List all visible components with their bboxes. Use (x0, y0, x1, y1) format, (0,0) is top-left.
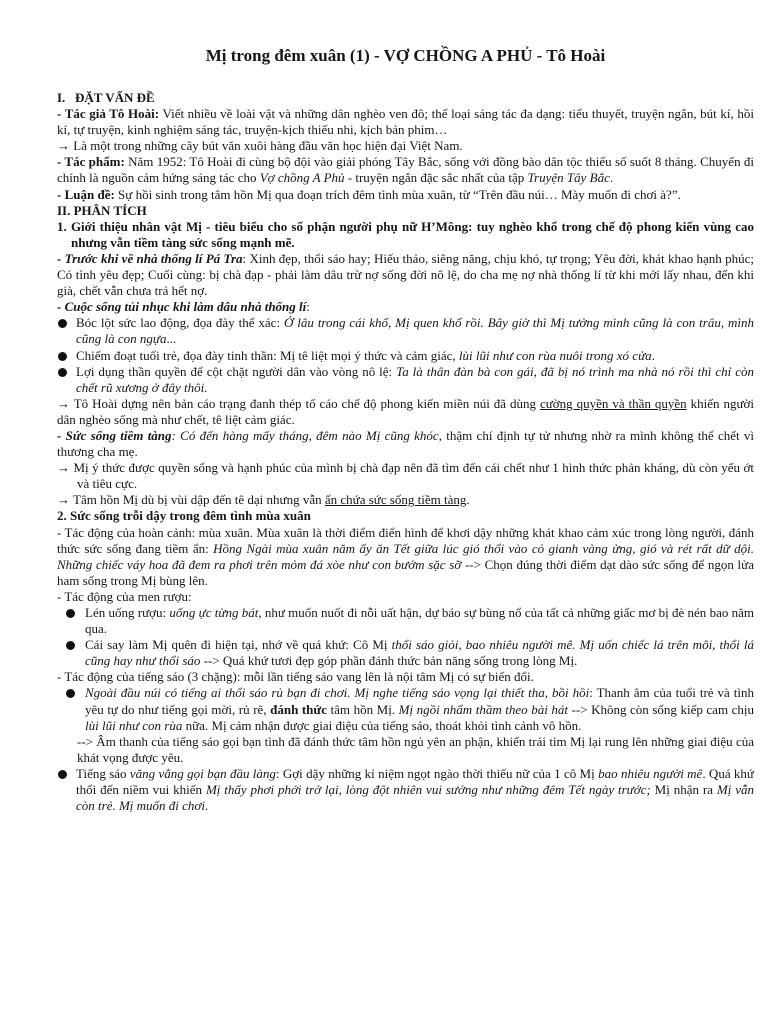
conclusion-1 (57, 396, 754, 428)
conclusion-1-text: → Tô Hoài dựng nên bản cáo trạng đanh thép tố cáo chế độ phong kiến miền núi đã dùng (57, 395, 540, 411)
f2-quote-4: Mị vẫn còn trẻ. Mị muốn đi chơi (76, 782, 754, 814)
before-text: : Xinh đẹp, thổi sáo hay; Hiếu thảo, siêng năng, chịu khó, tự trọng; Yêu đời, khát khao hạnh phúc; Có tình yêu đẹp; Cuối cùng: bị chà đạp - phải làm dâu trừ nợ sống đời nô lệ, do cha mẹ nợ nhà thống lí từ khi mới lấy nhau, đến khi già, chết vẫn chưa trả hết nợ. (57, 250, 754, 299)
document-title: Mị trong đêm xuân (1) - VỢ CHỒNG A PHỦ - Tô Hoài (205, 46, 606, 65)
season-text: - Tác động của hoàn cảnh: mùa xuân. Mùa xuân là thời điểm điển hình để khơi dậy những khát khao cảm xúc trong lòng người, đánh thức sức sống đang tiềm ẩn: (57, 524, 754, 556)
section1-heading (57, 90, 754, 106)
f1-text-3: --> Không còn sống kiếp cam chịu (568, 701, 755, 717)
season-conclusion: --> Chọn đúng thời điểm dạt dào sức sống để ngọn lửa ham sống trong Mị bùng lên. (57, 556, 754, 588)
work-label: - Tác phẩm: (57, 154, 125, 170)
f1-bold: đánh thức (270, 701, 327, 717)
f2-text-2: : Gợi dậy những kỉ niệm ngọt ngào thời thiếu nữ của 1 cô Mị (275, 765, 599, 781)
thesis-paragraph (57, 187, 754, 203)
w2-end: --> Quá khứ tươi đẹp góp phần đánh thức bản năng sống trong lòng Mị. (200, 653, 578, 669)
life-bullet-3 (57, 364, 754, 396)
season-quote: Hồng Ngài mùa xuân năm ấy ăn Tết giữa lúc gió thổi vào cỏ gianh vàng ửng, gió và rét rất dữ dội. Những chiếc váy hoa đã đem ra phơi trên mỏm đá xòe như con bướm sặc sỡ (57, 540, 754, 572)
flute-bullet-1 (57, 685, 754, 733)
season-paragraph (57, 525, 754, 589)
thesis-text: Sự hồi sinh trong tâm hồn Mị qua đoạn trích đêm tình mùa xuân, từ “Trên đầu núi… Mày muốn đi chơi à?”. (114, 186, 681, 202)
work-text-3: . (609, 170, 614, 186)
life-bullet-1 (57, 315, 754, 347)
f1-text-4: nữa. Mị cảm nhận được giai điệu của tiếng sáo, thoát khỏi tình cảnh vô hồn. (182, 717, 582, 733)
flute-heading: - Tác động của tiếng sáo (3 chặng): mỗi lần tiếng sáo vang lên là nội tâm Mị có sự biến đổi. (57, 669, 534, 685)
f2-quote-2: bao nhiêu người mê (598, 765, 703, 781)
section2-heading: II. PHÂN TÍCH (57, 202, 147, 218)
work-paragraph (57, 154, 754, 186)
before-paragraph (57, 251, 754, 299)
vitality-paragraph (57, 428, 754, 460)
b3-text: Lợi dụng thần quyền để cột chặt người dân vào vòng nô lệ: (76, 363, 397, 379)
b1-text: Bóc lột sức lao động, đọa đày thể xác: (76, 315, 284, 331)
flute-bullet-2 (57, 766, 754, 814)
subsection1-heading: 1. Giới thiệu nhân vật Mị - tiêu biểu cho số phận người phụ nữ H’Mông: tuy nghèo khổ trong chế độ phong kiến vùng cao nhưng vẫn tiềm tàng sức sống mạnh mẽ. (57, 218, 754, 250)
b2-quote: lùi lũi như con rùa nuôi trong xó cửa (458, 347, 652, 363)
w2-quote: thổi sáo giỏi, bao nhiêu người mê. Mị uốn chiếc lá trên môi, thổi lá cũng hay như thổi sáo (85, 637, 755, 669)
b2-text: Chiếm đoạt tuổi trẻ, đọa đày tinh thần: Mị tê liệt mọi ý thức và cảm giác, (76, 347, 459, 363)
work-title: Vợ chồng A Phủ (259, 170, 345, 186)
f1-quote-1: Ngoài đầu núi có tiếng ai thổi sáo rủ bạn đi chơi. Mị nghe tiếng sáo vọng lại thiết tha, bồi hồi (85, 685, 590, 701)
wine-bullet-1 (57, 605, 754, 637)
thesis-label: - Luận đề: (57, 186, 115, 202)
w1-text: Lén uống rượu: (85, 605, 170, 620)
life-heading-colon: : (306, 299, 310, 315)
life-heading (57, 299, 754, 315)
f2-quote-3: Mị thấy phơi phới trở lại, lòng đột nhiên vui sướng như những đêm Tết ngày trước; (205, 782, 651, 798)
conclusion-3-end: . (466, 492, 470, 508)
f1-quote-2: Mị ngồi nhẩm thầm theo bài hát (398, 701, 568, 717)
author-label: - Tác giả Tô Hoài: (57, 106, 160, 122)
work-text: Năm 1952: Tô Hoài đi cùng bộ đội vào giải phóng Tây Bắc, sống với đồng bào dân tộc thiểu số suốt 8 tháng. Chuyến đi chính là nguồn cảm hứng sáng tác cho (57, 154, 754, 186)
conclusion-1-underline: cường quyền và thần quyền (539, 395, 687, 411)
subsection2-heading: 2. Sức sống trỗi dậy trong đêm tình mùa xuân (57, 508, 311, 524)
conclusion-1-end: khiến người dân nghèo sống mà như chết, tê liệt cảm giác. (57, 395, 754, 427)
f2-text-3: . Quá khứ thổi đến niềm vui khiến (76, 765, 754, 798)
b1-end: ... (166, 331, 177, 347)
w1-end: , như muốn nuốt đi nỗi uất hận, dự báo sự bùng nổ của tất cả những giấc mơ bị đè nén bao năm qua. (85, 605, 754, 637)
author-paragraph (57, 106, 754, 138)
author-conclusion: → Là một trong những cây bút văn xuôi hàng đầu văn học hiện đại Việt Nam. (57, 138, 463, 154)
f1-text-1: : Thanh âm của tuổi trẻ và tình yêu tự do như tiếng gọi mời, rủ rê, (85, 685, 754, 717)
w2-text: Cái say làm Mị quên đi hiện tại, nhớ về quá khứ: Cô Mị (85, 637, 392, 653)
vitality-label: - Sức sống tiềm tàng (57, 427, 172, 443)
life-bullet-2 (57, 348, 754, 364)
f2-text-1: Tiếng sáo (76, 765, 130, 781)
author-text: Viết nhiều về loài vật và những dân nghèo ven đô; thể loại sáng tác đa dạng: tiểu thuyết, truyện ngắn, bút kí, hồi kí, tự truyện, kinh nghiệm sáng tác, truyện-kịch thiếu nhi, kịch bản phim… (57, 106, 754, 138)
b1-quote: Ở lâu trong cái khổ, Mị quen khổ rồi. Bây giờ thì Mị tưởng mình cũng là con trâu, mình cũng là con ngựa (76, 315, 754, 347)
work-text-2: - truyện ngắn đặc sắc nhất của tập (344, 170, 528, 186)
wine-heading: - Tác động của men rượu: (57, 588, 192, 604)
work-collection: Truyện Tây Bắc (527, 170, 610, 186)
life-heading-text: - Cuộc sống tủi nhục khi làm dâu nhà thống lí (57, 299, 307, 315)
f2-quote-1: văng vẳng gọi bạn đầu làng (129, 765, 276, 781)
conclusion-3 (57, 492, 754, 508)
section1-heading-number: I. (57, 90, 66, 105)
f1-quote-3: lùi lũi như con rùa (85, 717, 183, 733)
conclusion-2: → Mị ý thức được quyền sống và hạnh phúc của mình bị chà đạp nên đã tìm đến cái chết như 1 hình thức phản kháng, dù còn yếu ớt và tiêu cực. (57, 460, 754, 492)
before-label: - Trước khi về nhà thống lí Pá Tra (57, 250, 243, 266)
f2-text-4: Mị nhận ra (650, 782, 717, 798)
f1-text-2: tâm hồn Mị. (326, 701, 399, 717)
wine-bullet-2 (57, 637, 754, 669)
conclusion-3-text: → Tâm hồn Mị dù bị vùi dập đến tê dại nhưng vẫn (57, 492, 325, 508)
b2-end: . (651, 347, 655, 363)
conclusion-3-underline: ẩn chứa sức sống tiềm tàng (324, 492, 467, 508)
w1-quote: uống ực từng bát (169, 605, 259, 620)
flute-conclusion: --> Âm thanh của tiếng sáo gọi bạn tình đã đánh thức tâm hồn ngủ yên an phận, khiến trái tim Mị lại rung lên những giai điệu của khát vọng được yêu. (77, 733, 754, 765)
f2-text-5: . (204, 798, 209, 814)
b3-quote: Ta là thân đàn bà con gái, đã bị nó trình ma nhà nó rồi thì chỉ còn chết rũ xương ở đây thôi. (76, 363, 754, 395)
vitality-quote: : Có đến hàng mấy tháng, đêm nào Mị cũng khóc (171, 427, 439, 443)
vitality-text: , thậm chí định tự tử nhưng nhờ ra mình không thể chết vì thương cha mẹ. (57, 427, 755, 460)
section1-heading-text: ĐẶT VẤN ĐỀ (75, 90, 155, 105)
